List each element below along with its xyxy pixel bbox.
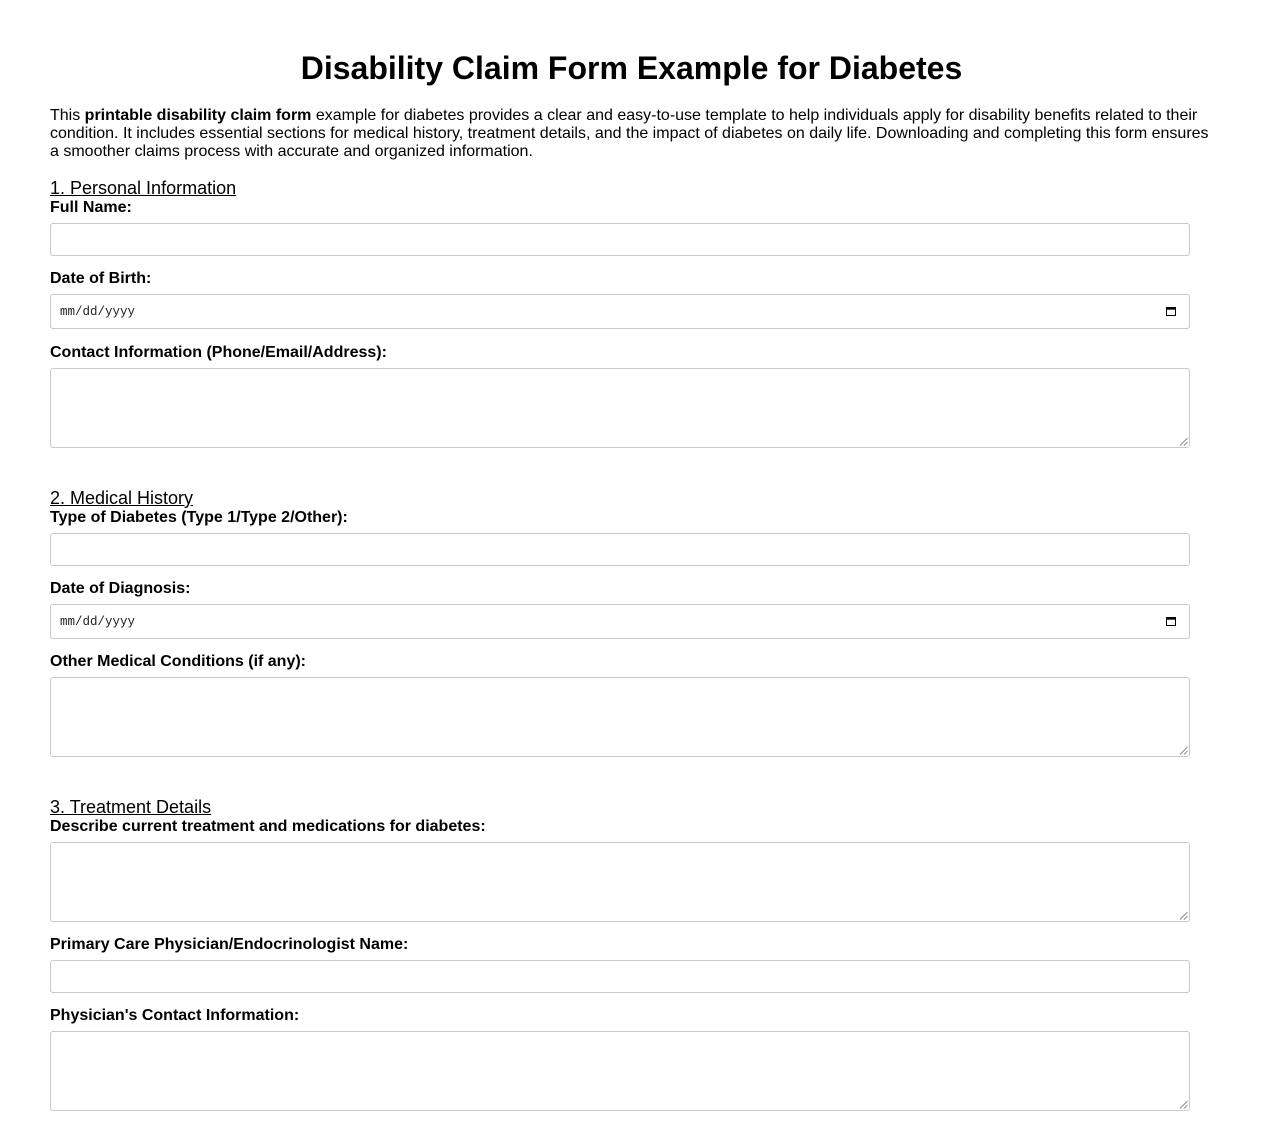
diabetes-type-input[interactable] [50,533,1190,566]
physician-name-label: Primary Care Physician/Endocrinologist Name: [50,936,409,953]
intro-bold-phrase: printable disability claim form [84,107,312,124]
other-conditions-textarea[interactable] [50,677,1190,757]
section-personal-information [50,178,236,199]
resize-grip-icon[interactable] [1179,746,1188,755]
calendar-icon[interactable] [1166,616,1176,626]
date-of-birth-label: Date of Birth: [50,270,152,287]
section-treatment-details [50,797,211,818]
intro-suffix: example for diabetes provides a clear and easy-to-use template to help individuals apply for disability benefits related to their condition. It includes essential sections for medical history, treatment details, and the impact of diabetes on daily life. Downloading and completing this form ensures a smoother claims process with accurate and organized information. [50,107,1209,160]
date-of-diagnosis-placeholder: mm/dd/yyyy [60,615,136,629]
treatment-description-textarea[interactable] [50,842,1190,922]
resize-grip-icon[interactable] [1179,911,1188,920]
calendar-icon[interactable] [1166,306,1176,316]
date-of-birth-input[interactable] [50,294,1190,329]
page-title: Disability Claim Form Example for Diabetes [300,50,963,86]
physician-contact-label: Physician's Contact Information: [50,1007,300,1024]
treatment-description-label: Describe current treatment and medications for diabetes: [50,818,486,835]
intro-paragraph [50,107,1213,161]
section-title-personal: 1. Personal Information [50,178,237,198]
full-name-label: Full Name: [50,199,132,216]
full-name-input[interactable] [50,223,1190,256]
resize-grip-icon[interactable] [1179,1100,1188,1109]
contact-information-label: Contact Information (Phone/Email/Address): [50,344,387,361]
physician-contact-textarea[interactable] [50,1031,1190,1111]
section-title-treatment: 3. Treatment Details [50,797,212,817]
physician-name-input[interactable] [50,960,1190,993]
resize-grip-icon[interactable] [1179,437,1188,446]
other-conditions-label: Other Medical Conditions (if any): [50,653,307,670]
date-of-birth-placeholder: mm/dd/yyyy [60,305,136,319]
diabetes-type-label: Type of Diabetes (Type 1/Type 2/Other): [50,509,348,526]
date-of-diagnosis-input[interactable] [50,604,1190,639]
intro-prefix: This [50,107,85,124]
contact-information-textarea[interactable] [50,368,1190,448]
section-medical-history [50,488,193,509]
date-of-diagnosis-label: Date of Diagnosis: [50,580,191,597]
section-title-medical: 2. Medical History [50,488,194,508]
